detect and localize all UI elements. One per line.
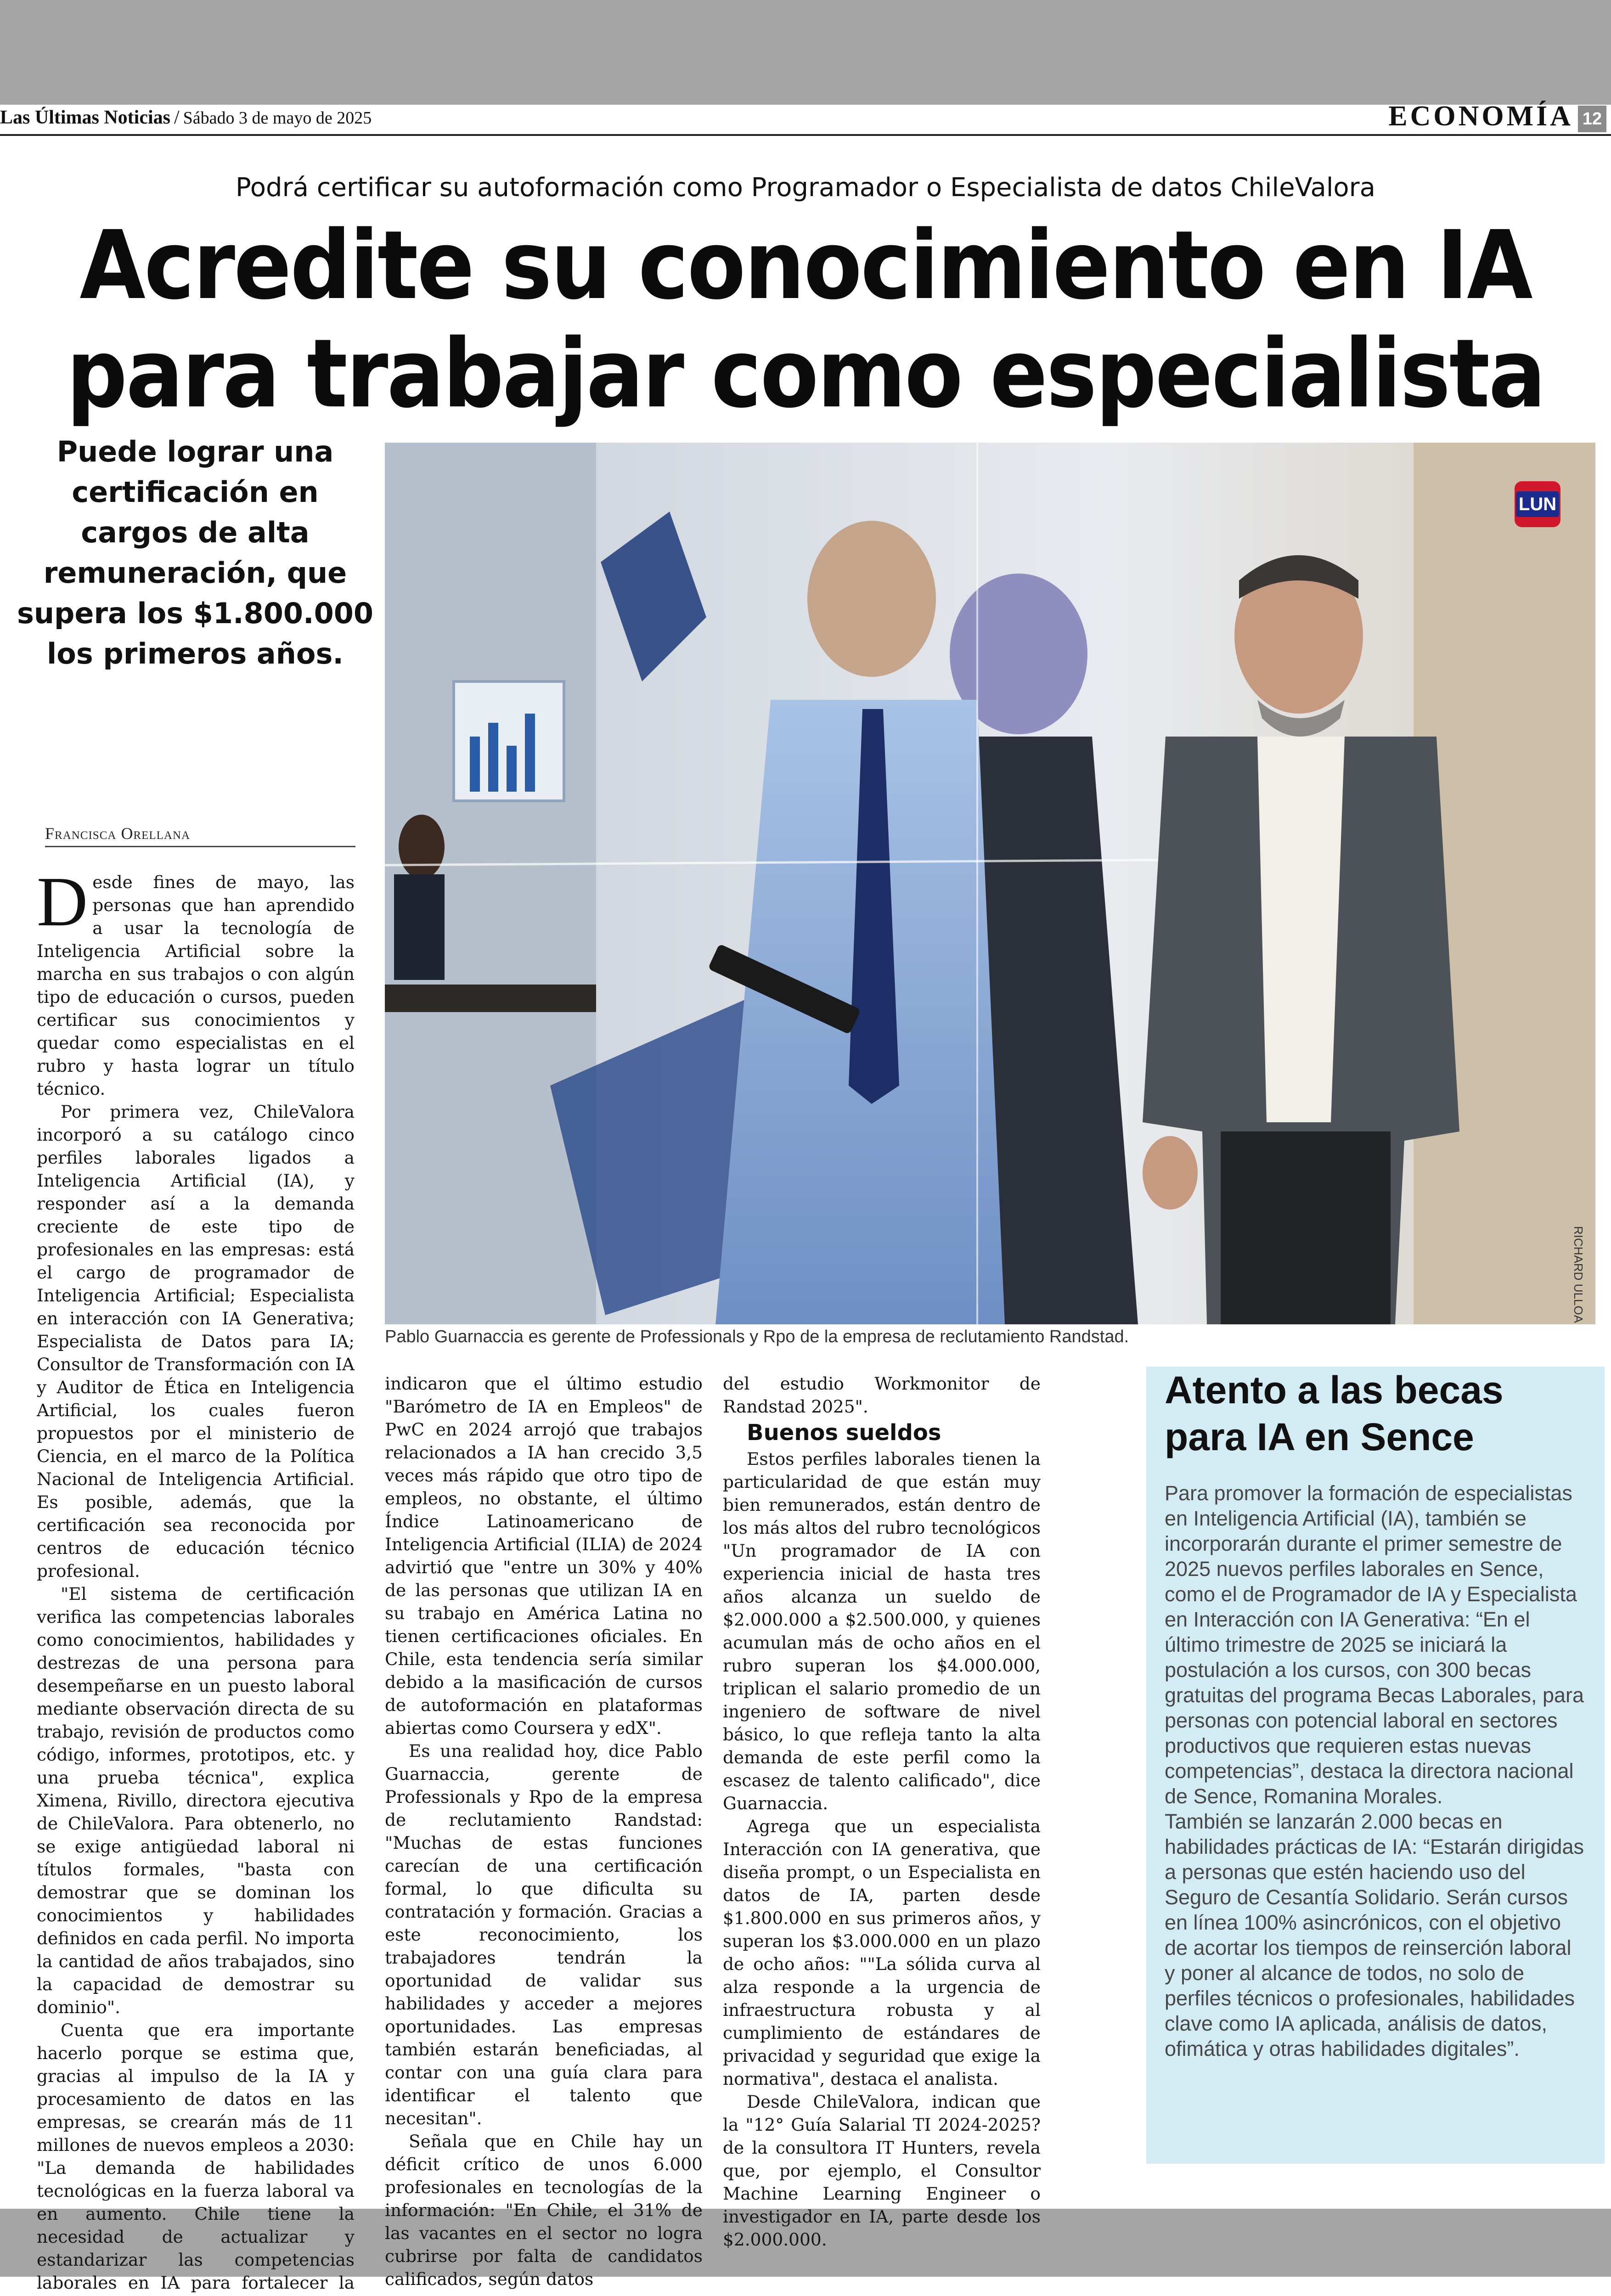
article-paragraph: Desde ChileValora, indican que la "12° Guía Salarial TI 2024-2025? de la consultora IT Hunters, revela que, por ejemplo, el Consultor Machine Learning Engineer o investigador en IA, parte desde los $2.000.000. [723,2092,1041,2250]
masthead-separator: / [174,107,180,128]
sidebar-body [1165,1480,1587,2061]
article-column-2 [385,1372,703,2289]
sidebar-title: Atento a las becas para IA en Sence [1165,1368,1504,1458]
publication-name: Las Últimas Noticias [0,107,170,128]
mural-desk [385,985,596,1012]
article-deck: Puede lograr una certificación en cargos de alta remuneración, que supera los $1.800.000 los primeros años. [17,435,374,670]
mural-chart-bar [525,714,535,792]
article-paragraph [37,863,355,1100]
mural-chart-bar [507,746,517,792]
paragraph-text: esde fines de mayo, las personas que han aprendido a usar la tecnología de Inteligencia Artificial sobre la marcha en sus trabajos o con algún tipo de educación o cursos, pueden certificar sus conocimientos y quedar como especialistas en el rubro y hasta lograr un título técnico. [37,872,355,1099]
article-photo [385,443,1595,1324]
mural-seated-woman [399,815,445,879]
top-margin-band [0,0,1611,117]
page-number: 12 [1578,106,1606,132]
publication-line [0,107,372,129]
article-column-1 [37,863,355,2293]
section-name: ECONOMÍA [1388,101,1573,132]
lun-logo-badge: LUN [1515,481,1560,527]
article-paragraph: indicaron que el último estudio "Barómetro de IA en Empleos" de PwC en 2024 arrojó que trabajos relacionados a IA han crecido 3,5 veces más rápido que otro tipo de empleos, no obstante, el último Índice Latinoamericano de Inteligencia Artificial (ILIA) de 2024 advirtió que "entre un 30% y 40% de las personas que utilizan IA en su trabajo en América Latina no tienen certificaciones oficiales. En Chile, esta tendencia sería similar debido a la masificación de cursos de autoformación en plataformas abiertas como Coursera y edX". [385,1373,703,1738]
photo-caption: Pablo Guarnaccia es gerente de Professionals y Rpo de la empresa de reclutamiento Randstad. [385,1327,1129,1346]
article-paragraph: Es una realidad hoy, dice Pablo Guarnaccia, gerente de Professionals y Rpo de la empresa de reclutamiento Randstad: "Muchas de estas funciones carecían de una certificación formal, lo que dificulta su contratación y formación. Gracias a este reconocimiento, los trabajadores tendrán la oportunidad de validar sus habilidades y acceder a mejores oportunidades. Las empresas también estarán beneficiadas, al contar con una guía clara para identificar el talento que necesitan". [385,1741,703,2128]
article-paragraph: Cuenta que era importante hacerlo porque se estima que, gracias al impulso de la IA y procesamiento de datos en las empresas, se crearán más de 11 millones de nuevos empleos a 2030: "La demanda de habilidades tecnológicas en la fuerza laboral va en aumento. Chile tiene la necesidad de actualizar y estandarizar las competencias laborales en IA para fortalecer la [37,2020,355,2293]
article-kicker: Podrá certificar su autoformación como Programador o Especialista de datos ChileValora [236,173,1375,203]
mural-man-head [807,521,936,677]
article-paragraph: "El sistema de certificación verifica las competencias laborales como conocimientos, habilidades y destrezas de una persona para desempeñarse en un puesto laboral mediante observación directa de su trabajo, revisión de productos como código, informes, prototipos, etc. y una prueba técnica", explica Ximena, Rivillo, directora ejecutiva de ChileValora. Para obtenerlo, no se exige antigüedad laboral ni títulos formales, "basta con demostrar que se dominan los conocimientos y habilidades definidos en cada perfil. No importa la cantidad de años trabajados, sino la capacidad de demostrar su dominio". [37,1584,355,2017]
byline-author: Francisca Orellana [45,824,191,843]
person-hand [1143,1136,1198,1210]
mural-chart-bar [488,723,498,792]
person-shirt [1257,737,1345,1122]
sidebar-paragraph: Para promover la formación de especialistas en Inteligencia Artificial (IA), también se incorporarán durante el primer semestre de 2025 nuevos perfiles laborales en Sence, como el de Programador de IA y Especialista en Interacción con IA Generativa: “En el último trimestre de 2025 se iniciará la postulación a los cursos, con 300 becas gratuitas del programa Becas Laborales, para personas con potencial laboral en sectores productivos que requieren estas nuevas competencias”, destaca la directora nacional de Sence, Romanina Morales. [1165,1481,1584,1808]
person-trousers [1221,1131,1391,1324]
mural-chart-bar [470,737,480,792]
byline [45,824,355,847]
publication-date: Sábado 3 de mayo de 2025 [183,108,372,128]
article-column-3 [723,1372,1041,2250]
drop-cap: D [37,863,88,941]
mural-seated-woman-body [394,874,445,980]
article-paragraph: del estudio Workmonitor de Randstad 2025". [723,1373,1041,1417]
article-paragraph: Señala que en Chile hay un déficit crítico de unos 6.000 profesionales en tecnologías de la información: "En Chile, el 31% de las vacantes en el sector no logra cubrirse por falta de candidatos calificados, según datos [385,2131,703,2289]
article-paragraph: Agrega que un especialista Interacción con IA generativa, que diseña prompt, o un Especialista en datos de IA, parten desde $1.800.000 en sus primeros años, y superan los $3.000.000 en un plazo de ocho años: ""La sólida curva al alza responde a la urgencia de infraestructura robusta y al cumplimiento de estándares de privacidad y seguridad que exige la normativa", destaca el analista. [723,1816,1041,2089]
article-headline: Acredite su conocimiento en IA para trabajar como especialista [66,210,1545,429]
photo-illustration [385,443,1595,1324]
article-paragraph: Por primera vez, ChileValora incorporó a su catálogo cinco perfiles laborales ligados a Inteligencia Artificial (IA), y responder así a la demanda creciente de este tipo de profesionales en las empresas: está el cargo de programador de Inteligencia Artificial; Especialista en interacción con IA Generativa; Especialista de Datos para IA; Consultor de Transformación con IA y Auditor de Ética en Inteligencia Artificial, los cuales fueron propuestos por el ministerio de Ciencia, en el marco de la Política Nacional de Inteligencia Artificial. Es posible, además, que la certificación sea reconocida por centros de educación técnico profesional. [37,1102,355,1581]
sidebar-paragraph: También se lanzarán 2.000 becas en habilidades prácticas de IA: “Estarán dirigidas a personas que estén haciendo uso del Seguro de Cesantía Solidario. Serán cursos en línea 100% asincrónicos, con el objetivo de acortar los tiempos de reinserción laboral y poner al alcance de todos, no solo de perfiles técnicos o profesionales, habilidades clave como IA aplicada, análisis de datos, ofimática y otras habilidades digitales”. [1165,1810,1584,2060]
photo-credit: RICHARD ULLOA [1572,1226,1585,1323]
article-paragraph: Estos perfiles laborales tienen la particularidad de que están muy bien remunerados, están dentro de los más altos del rubro tecnológicos "Un programador de IA con experiencia inicial de hasta tres años alcanza un sueldo de $2.000.000 a $2.500.000, y quienes acumulan más de ocho años en el rubro superan los $4.000.000, triplican el salario promedio de un ingeniero de software de nivel básico, lo que refleja tanto la alta demanda de este perfil como la escasez de talento calificado", dice Guarnaccia. [723,1449,1041,1813]
article-subhead: Buenos sueldos [747,1420,941,1446]
